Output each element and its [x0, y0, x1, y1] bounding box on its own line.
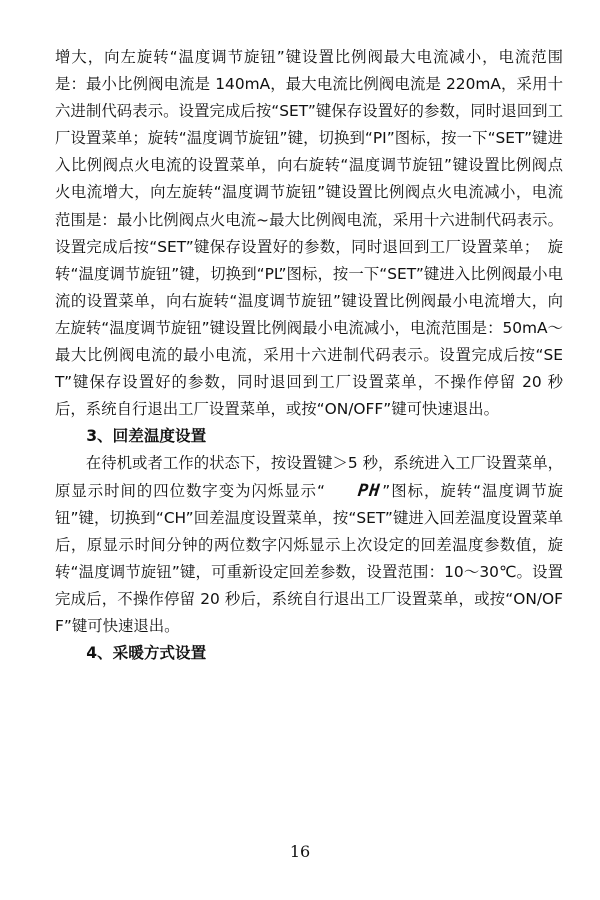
ph-display-icon: PH: [356, 480, 382, 501]
page-content: [55, 44, 563, 667]
paragraph-hysteresis-text-before: 在待机或者工作的状态下，按设置键＞5 秒，系统进入工厂设置菜单，原显示时间的四位数字变为闪烁显示“: [55, 454, 563, 500]
heading-heating-mode: 4、采暖方式设置: [86, 644, 207, 663]
heading-hysteresis-temperature: 3、回差温度设置: [86, 427, 207, 446]
page-number: 16: [289, 842, 311, 861]
paragraph-hysteresis-temperature: [55, 450, 563, 640]
paragraph-hysteresis-text-after: ”图标，旋转“温度调节旋钮”键，切换到“CH”回差温度设置菜单，按“SET”键进入回差温度设置菜单后，原显示时间分钟的两位数字闪烁显示上次设定的回差温度参数值，旋转“温度调节旋钮”键，可重新设定回差参数，设置范围：10～30℃。设置完成后，不操作停留 20 秒后，系统自行退出工厂设置菜单，或按“ON/OFF”键可快速退出。: [55, 481, 563, 635]
paragraph-factory-menu-current-settings: 增大，向左旋转“温度调节旋钮”键设置比例阀最大电流减小，电流范围是：最小比例阀电流是 140mA，最大电流比例阀电流是 220mA，采用十六进制代码表示。设置完成后按“SET”键保存设置好的参数，同时退回到工厂设置菜单；旋转“温度调节旋钮”键，切换到“PI”图标，按一下“SET”键进入比例阀点火电流的设置菜单，向右旋转“温度调节旋钮”键设置比例阀点火电流增大，向左旋转“温度调节旋钮”键设置比例阀点火电流减小，电流范围是：最小比例阀点火电流~最大比例阀电流，采用十六进制代码表示。设置完成后按“SET”键保存设置好的参数，同时退回到工厂设置菜单； 旋转“温度调节旋钮”键，切换到“PL”图标，按一下“SET”键进入比例阀最小电流的设置菜单，向右旋转“温度调节旋钮”键设置比例阀最小电流增大，向左旋转“温度调节旋钮”键设置比例阀最小电流减小，电流范围是：50mA～最大比例阀电流的最小电流，采用十六进制代码表示。设置完成后按“SET”键保存设置好的参数，同时退回到工厂设置菜单，不操作停留 20 秒后，系统自行退出工厂设置菜单，或按“ON/OFF”键可快速退出。: [55, 48, 563, 419]
